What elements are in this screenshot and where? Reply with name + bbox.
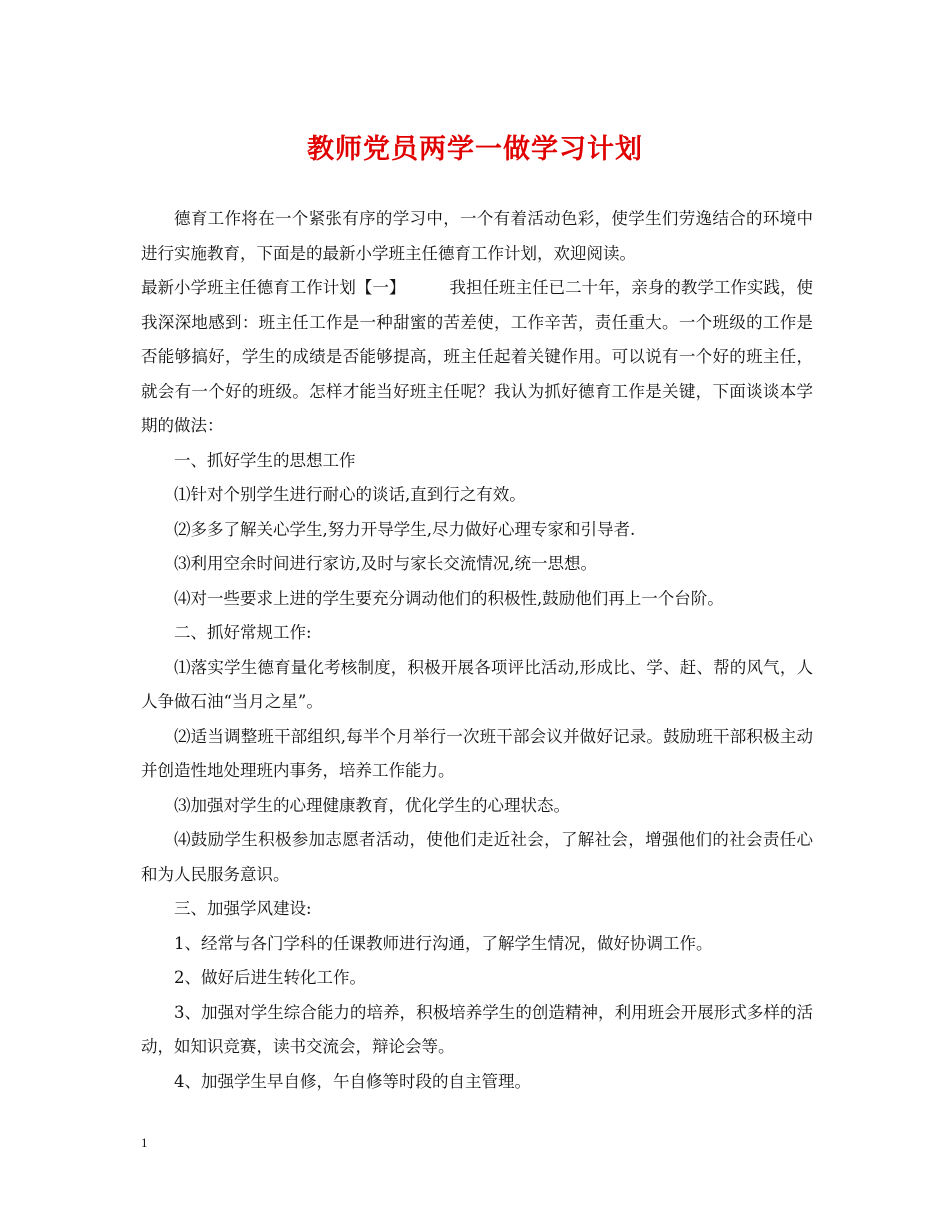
intro-paragraph: 德育工作将在一个紧张有序的学习中，一个有着活动色彩，使学生们劳逸结合的环境中进行实施教育，下面是的最新小学班主任德育工作计划，欢迎阅读。: [141, 209, 813, 263]
part3-item-4: 4、加强学生早自修，午自修等时段的自主管理。: [174, 1071, 531, 1091]
part2-heading: 二、抓好常规工作:: [174, 623, 312, 642]
part1-item-1: ⑴针对个别学生进行耐心的谈话,直到行之有效。: [174, 485, 526, 504]
section-heading: 最新小学班主任德育工作计划【一】: [141, 278, 406, 297]
part1-item-2: ⑵多多了解关心学生,努力开导学生,尽力做好心理专家和引导者.: [174, 519, 636, 539]
part1-item-3: ⑶利用空余时间进行家访,及时与家长交流情况,统一思想。: [174, 554, 597, 573]
part2-item-2: ⑵适当调整班干部组织,每半个月举行一次班干部会议并做好记录。鼓励班干部积极主动并创造性地处理班内事务，培养工作能力。: [141, 726, 813, 780]
document-body: [141, 202, 813, 1099]
part2-item-3: ⑶加强对学生的心理健康教育，优化学生的心理状态。: [174, 795, 570, 815]
section-paragraph: [141, 271, 813, 444]
page-number: 1: [141, 1135, 148, 1150]
part2-item-4: ⑷鼓励学生积极参加志愿者活动，使他们走近社会，了解社会，增强他们的社会责任心和为人民服务意识。: [141, 830, 813, 884]
part1-item-4: ⑷对一些要求上进的学生要充分调动他们的积极性,鼓励他们再上一个台阶。: [174, 588, 724, 608]
part2-item-1: ⑴落实学生德育量化考核制度，积极开展各项评比活动,形成比、学、赶、帮的风气，人人争做石油“当月之星”。: [141, 657, 813, 711]
part3-heading: 三、加强学风建设:: [174, 899, 312, 918]
part3-item-2: 2、做好后进生转化工作。: [174, 968, 366, 987]
part3-item-3: 3、加强对学生综合能力的培养，积极培养学生的创造精神，利用班会开展形式多样的活动，如知识竞赛，读书交流会，辩论会等。: [141, 1002, 813, 1056]
part3-item-1: 1、经常与各门学科的任课教师进行沟通，了解学生情况，做好协调工作。: [174, 933, 713, 953]
section-intro: 我担任班主任已二十年，亲身的教学工作实践，使我深深地感到：班主任工作是一种甜蜜的苦差使，工作辛苦，责任重大。一个班级的工作是否能够搞好，学生的成绩是否能够提高，班主任起着关键作用。可以说有一个好的班主任，就会有一个好的班级。怎样才能当好班主任呢？我认为抓好德育工作是关键，下面谈谈本学期的做法：: [141, 278, 814, 435]
part1-heading: 一、抓好学生的思想工作: [174, 450, 356, 470]
document-title: 教师党员两学一做学习计划: [307, 134, 643, 165]
